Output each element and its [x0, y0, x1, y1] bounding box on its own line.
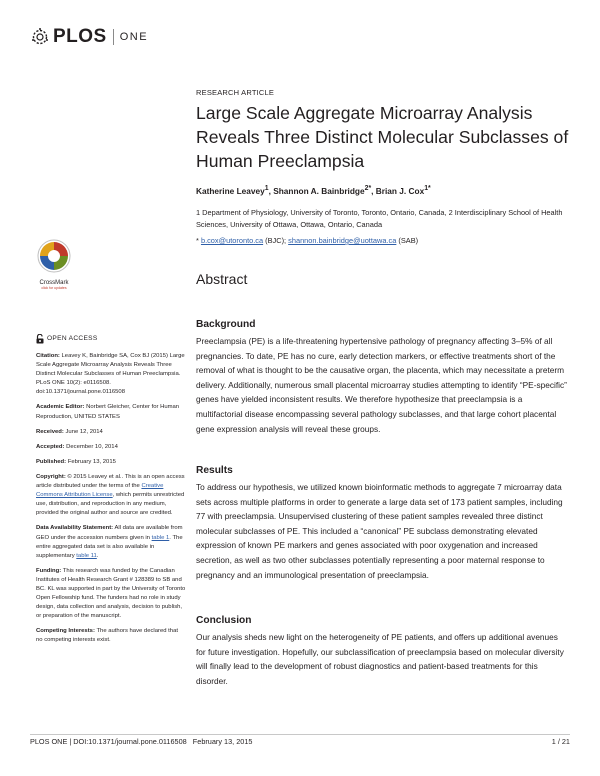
author-3: Brian J. Cox — [375, 185, 425, 196]
correspondence — [196, 236, 418, 245]
author-2-affil: 2* — [364, 185, 372, 192]
open-access-badge — [36, 334, 186, 344]
published-date: Published: February 13, 2015 — [36, 458, 116, 465]
email-link-cox[interactable]: b.cox@utoronto.ca — [200, 236, 264, 245]
table-1-link[interactable]: table 1 — [151, 534, 170, 541]
results-heading: Results — [196, 465, 233, 476]
funding-block: Funding: This research was funded by the Canadian Institutes of Health Research Grant # 128389 to SB and BC. KL was supported in part by the University of Toronto Open Fellowship fund. The funders had no role in study design, data collection and analysis, decision to publish, or preparation of the manuscript. — [36, 567, 186, 620]
author-separator: , — [268, 185, 274, 196]
accepted-date: Accepted: December 10, 2014 — [36, 443, 118, 450]
abstract-heading: Abstract — [196, 271, 248, 287]
citation-block: Citation: Leavey K, Bainbridge SA, Cox BJ (2015) Large Scale Aggregate Microarray Analysis Reveals Three Distinct Molecular Subclasses of Human Preeclampsia. PLoS ONE 10(2): e0116508. doi:10.1371/journal.pone.0116508 — [36, 353, 185, 396]
author-list — [196, 185, 431, 196]
crossmark-badge[interactable] — [36, 238, 72, 290]
conclusion-text: Our analysis sheds new light on the heterogeneity of PE patients, and offers up additional avenues for future investigation. Hopefully, our subclassification of preeclampsia based on molecular diversity will finally lead to the development of robust diagnostics and patient-based treatments for this disorder. — [196, 632, 564, 686]
footer-citation: PLOS ONE | DOI:10.1371/journal.pone.0116508 February 13, 2015 — [30, 737, 253, 746]
footer-divider — [30, 734, 570, 735]
academic-editor-block: Academic Editor: Norbert Gleicher, Center for Human Reproduction, UNITED STATES — [36, 404, 180, 420]
competing-interests-block: Competing Interests: The authors have declared that no competing interests exist. — [36, 628, 178, 644]
crossmark-subtext: click for updates — [41, 286, 67, 290]
affiliations: 1 Department of Physiology, University of Toronto, Toronto, Ontario, Canada, 2 Interdisciplinary School of Health Sciences, University of Ottawa, Ottawa, Ontario, Canada — [196, 208, 563, 229]
email-tag-bjc: (BJC); — [263, 236, 289, 245]
logo-divider — [113, 29, 114, 45]
copyright-block: Copyright: © 2015 Leavey et al.. This is an open access article distributed under the terms of the Creative Commons Attribution License, which permits unrestricted use, distribution, and reproduction in any medium, provided the original author and source are credited. — [36, 473, 185, 517]
background-heading: Background — [196, 319, 256, 330]
table-11-link[interactable]: table 11 — [76, 552, 97, 559]
article-info-sidebar — [36, 334, 186, 652]
author-1-affil: 1 — [264, 185, 269, 192]
cc-license-link[interactable]: Creative Commons Attribution License — [36, 483, 164, 499]
data-availability-block: Data Availability Statement: All data are available from GEO under the accession numbers given in table 1. The entire aggregated data set is also available in supplementary table 11. — [36, 525, 183, 559]
article-type: RESEARCH ARTICLE — [196, 88, 275, 97]
article-title: Large Scale Aggregate Microarray Analysis Reveals Three Distinct Molecular Subclasses of Human Preeclampsia — [196, 103, 569, 171]
results-text: To address our hypothesis, we utilized known bioinformatic methods to aggregate 7 microarray data sets across multiple platforms in order to generate a large data set of 173 patient samples, including 77 with preeclampsia. Unsupervised clustering of these patient samples revealed three distinct molecular subclasses of PE. This included a “canonical” PE subclass demonstrating elevated expression of known PE markers and genes associated with poor oxygenation and increased secretion, as well as two other subclasses potentially representing a poor maternal response to pregnancy and an immunological presentation of preeclampsia. — [196, 482, 563, 580]
crossmark-icon — [36, 238, 72, 274]
email-tag-sab: (SAB) — [396, 236, 419, 245]
journal-name: ONE — [119, 31, 149, 43]
author-3-affil: 1* — [424, 185, 431, 192]
author-1: Katherine Leavey — [196, 185, 265, 196]
correspondence-star: * — [196, 236, 199, 245]
plos-brand: PLOS — [53, 26, 107, 47]
author-2: Shannon A. Bainbridge — [273, 185, 365, 196]
background-text: Preeclampsia (PE) is a life-threatening hypertensive pathology of pregnancy affecting 3–5% of all pregnancies. To date, PE has no cure, early detection markers, or effective treatments short of the removal of what is thought to be the causative organ, the placenta, which may necessitate a preterm delivery. Additionally, numerous small placental microarray studies attempting to identify “PE-specific” genes have yielded inconsistent results. We therefore hypothesize that preeclampsia is a multifactorial disease encompassing several pathology subclasses, and that large cohort placental gene expression analysis will reveal these groups. — [196, 336, 567, 434]
open-lock-icon — [36, 334, 44, 344]
crossmark-label: CrossMark — [39, 280, 69, 286]
page-number: 1 / 21 — [551, 737, 570, 746]
email-link-bainbridge[interactable]: shannon.bainbridge@uottawa.ca — [288, 236, 397, 245]
plos-logo[interactable] — [30, 26, 148, 48]
open-access-label: OPEN ACCESS — [47, 335, 98, 343]
plos-dots-icon — [30, 27, 50, 47]
conclusion-heading: Conclusion — [196, 615, 252, 626]
author-separator: , — [371, 185, 376, 196]
received-date: Received: June 12, 2014 — [36, 428, 103, 435]
